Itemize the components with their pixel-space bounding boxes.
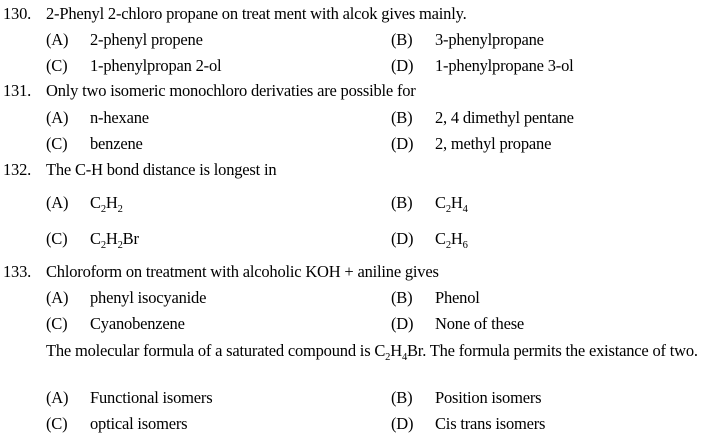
question-text: The molecular formula of a saturated compound is $C_2H_4Br$. The formula permits the existance of two. xyxy=(46,341,698,363)
question-134 xyxy=(3,340,719,362)
option-text: Phenol xyxy=(435,288,480,307)
question-131 xyxy=(3,81,719,101)
option-c[interactable] xyxy=(46,314,185,334)
option-label: (B) xyxy=(391,388,413,407)
question-number: 132. xyxy=(3,160,32,179)
option-text: 2, 4 dimethyl pentane xyxy=(435,108,574,127)
question-133 xyxy=(3,262,719,282)
option-text: Cyanobenzene xyxy=(90,314,185,333)
option-text: None of these xyxy=(435,314,525,333)
option-label: (A) xyxy=(46,388,69,407)
question-number: 130. xyxy=(3,4,32,23)
option-a[interactable] xyxy=(46,108,149,128)
option-label: (A) xyxy=(46,288,69,307)
question-number xyxy=(3,340,46,362)
option-b[interactable] xyxy=(391,193,468,213)
option-b[interactable] xyxy=(391,388,541,408)
option-text: Functional isomers xyxy=(90,388,213,407)
option-d[interactable] xyxy=(391,414,545,434)
question-number: 131. xyxy=(3,81,32,100)
option-label: (D) xyxy=(391,314,414,333)
question-text: The C-H bond distance is longest in xyxy=(46,160,277,179)
option-text: 1-phenylpropane 3-ol xyxy=(435,56,574,75)
option-label: (C) xyxy=(46,134,68,153)
question-text: Only two isomeric monochloro derivaties are possible for xyxy=(46,81,416,100)
option-text: 1-phenylpropan 2-ol xyxy=(90,56,222,75)
option-d[interactable] xyxy=(391,134,551,154)
chemical-formula: $C_2H_2Br$ xyxy=(90,229,139,251)
option-label: (B) xyxy=(391,30,413,49)
option-label: (B) xyxy=(391,193,413,212)
option-label: (B) xyxy=(391,288,413,307)
option-text: 2, methyl propane xyxy=(435,134,552,153)
option-label: (D) xyxy=(391,414,414,433)
option-a[interactable] xyxy=(46,30,203,50)
option-d[interactable] xyxy=(391,314,524,334)
option-c[interactable] xyxy=(46,56,221,76)
option-text: n-hexane xyxy=(90,108,149,127)
chemical-formula: $C_2H_2$ xyxy=(90,193,123,215)
option-b[interactable] xyxy=(391,30,544,50)
question-text: 2-Phenyl 2-chloro propane on treat ment with alcok gives mainly. xyxy=(46,4,467,23)
option-label: (A) xyxy=(46,108,69,127)
question-number: 133. xyxy=(3,262,32,281)
option-text: phenyl isocyanide xyxy=(90,288,207,307)
option-label: (C) xyxy=(46,414,68,433)
option-c[interactable] xyxy=(46,229,139,249)
option-label: (D) xyxy=(391,229,414,248)
option-b[interactable] xyxy=(391,288,480,308)
option-a[interactable] xyxy=(46,193,123,213)
option-a[interactable] xyxy=(46,288,206,308)
question-130 xyxy=(3,4,719,24)
option-d[interactable] xyxy=(391,229,468,249)
option-c[interactable] xyxy=(46,134,143,154)
option-text: benzene xyxy=(90,134,143,153)
option-text: 3-phenylpropane xyxy=(435,30,544,49)
option-text: Cis trans isomers xyxy=(435,414,546,433)
chemical-formula: $C_2H_6$ xyxy=(435,229,468,251)
option-d[interactable] xyxy=(391,56,574,76)
option-label: (D) xyxy=(391,56,414,75)
option-label: (C) xyxy=(46,314,68,333)
option-label: (A) xyxy=(46,30,69,49)
option-text: 2-phenyl propene xyxy=(90,30,203,49)
option-a[interactable] xyxy=(46,388,212,408)
option-label: (B) xyxy=(391,108,413,127)
option-text: Position isomers xyxy=(435,388,542,407)
chemical-formula: $C_2H_4$ xyxy=(435,193,468,215)
option-label: (C) xyxy=(46,229,68,248)
option-label: (C) xyxy=(46,56,68,75)
option-b[interactable] xyxy=(391,108,574,128)
question-132 xyxy=(3,160,719,180)
option-label: (D) xyxy=(391,134,414,153)
question-text: Chloroform on treatment with alcoholic KOH + aniline gives xyxy=(46,262,439,281)
option-label: (A) xyxy=(46,193,69,212)
option-c[interactable] xyxy=(46,414,187,434)
option-text: optical isomers xyxy=(90,414,188,433)
